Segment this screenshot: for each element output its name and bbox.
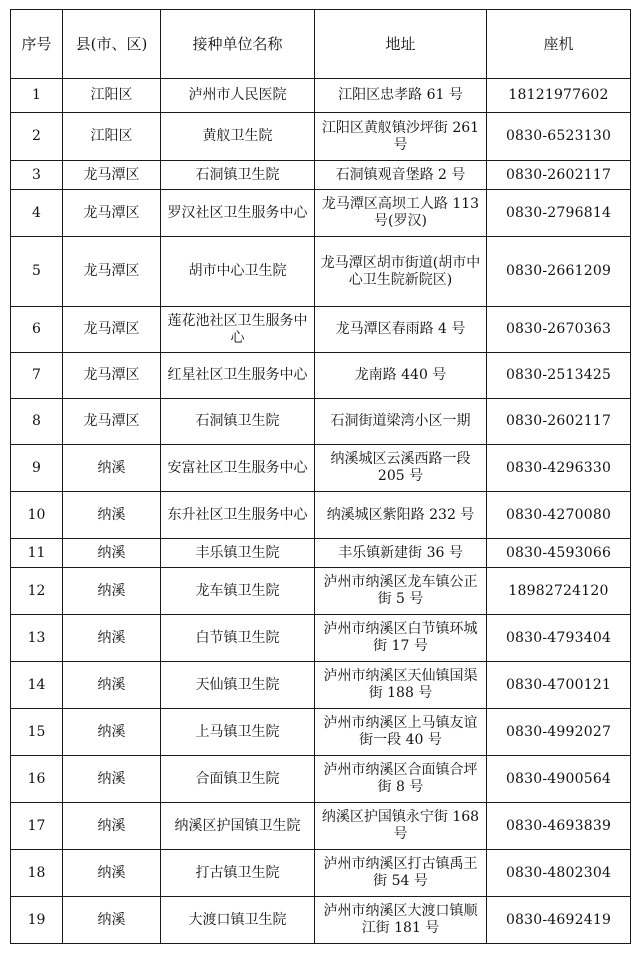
row-address: 纳溪城区紫阳路 232 号 <box>315 492 487 539</box>
row-no: 19 <box>11 897 63 944</box>
row-no: 2 <box>11 113 63 161</box>
row-no: 17 <box>11 803 63 850</box>
row-county: 江阳区 <box>63 113 161 161</box>
row-address: 泸州市纳溪区天仙镇国渠街 188 号 <box>315 662 487 709</box>
row-unit-name: 罗汉社区卫生服务中心 <box>161 190 315 237</box>
row-phone: 0830-2602117 <box>487 399 631 445</box>
row-address: 泸州市纳溪区大渡口镇顺江街 181 号 <box>315 897 487 944</box>
row-unit-name: 石洞镇卫生院 <box>161 399 315 445</box>
row-unit-name: 大渡口镇卫生院 <box>161 897 315 944</box>
row-unit-name: 合面镇卫生院 <box>161 756 315 803</box>
row-phone: 0830-4992027 <box>487 709 631 756</box>
row-phone: 0830-4802304 <box>487 850 631 897</box>
row-unit-name: 石洞镇卫生院 <box>161 161 315 190</box>
row-unit-name: 黄舣卫生院 <box>161 113 315 161</box>
header-row <box>11 10 631 79</box>
row-phone: 0830-4900564 <box>487 756 631 803</box>
table-row <box>11 307 631 353</box>
row-county: 江阳区 <box>63 79 161 113</box>
row-county: 纳溪 <box>63 445 161 492</box>
row-unit-name: 泸州市人民医院 <box>161 79 315 113</box>
table-row <box>11 568 631 615</box>
row-unit-name: 东升社区卫生服务中心 <box>161 492 315 539</box>
row-address: 龙南路 440 号 <box>315 353 487 399</box>
row-no: 11 <box>11 539 63 568</box>
header-county: 县(市、区) <box>63 10 161 79</box>
row-county: 纳溪 <box>63 709 161 756</box>
row-county: 纳溪 <box>63 615 161 662</box>
table-row <box>11 161 631 190</box>
row-county: 龙马潭区 <box>63 353 161 399</box>
table-row <box>11 803 631 850</box>
row-county: 纳溪 <box>63 662 161 709</box>
row-phone: 0830-2513425 <box>487 353 631 399</box>
table-row <box>11 190 631 237</box>
row-county: 龙马潭区 <box>63 399 161 445</box>
row-no: 4 <box>11 190 63 237</box>
row-phone: 0830-4593066 <box>487 539 631 568</box>
row-no: 12 <box>11 568 63 615</box>
row-unit-name: 纳溪区护国镇卫生院 <box>161 803 315 850</box>
row-address: 纳溪区护国镇永宁街 168 号 <box>315 803 487 850</box>
row-address: 丰乐镇新建街 36 号 <box>315 539 487 568</box>
header-unit: 接种单位名称 <box>161 10 315 79</box>
row-phone: 0830-4793404 <box>487 615 631 662</box>
table-row <box>11 709 631 756</box>
row-address: 龙马潭区胡市街道(胡市中心卫生院新院区) <box>315 237 487 307</box>
row-phone: 0830-4693839 <box>487 803 631 850</box>
row-phone: 0830-4700121 <box>487 662 631 709</box>
row-phone: 0830-2796814 <box>487 190 631 237</box>
row-county: 纳溪 <box>63 803 161 850</box>
row-address: 石洞镇观音堡路 2 号 <box>315 161 487 190</box>
row-phone: 0830-2602117 <box>487 161 631 190</box>
row-address: 泸州市纳溪区龙车镇公正街 5 号 <box>315 568 487 615</box>
table-row <box>11 662 631 709</box>
row-no: 1 <box>11 79 63 113</box>
row-county: 纳溪 <box>63 897 161 944</box>
table-row <box>11 237 631 307</box>
row-unit-name: 莲花池社区卫生服务中心 <box>161 307 315 353</box>
row-phone: 0830-2661209 <box>487 237 631 307</box>
row-county: 纳溪 <box>63 850 161 897</box>
row-unit-name: 丰乐镇卫生院 <box>161 539 315 568</box>
row-no: 3 <box>11 161 63 190</box>
row-unit-name: 打古镇卫生院 <box>161 850 315 897</box>
row-county: 纳溪 <box>63 756 161 803</box>
row-county: 龙马潭区 <box>63 190 161 237</box>
row-county: 纳溪 <box>63 568 161 615</box>
row-county: 纳溪 <box>63 492 161 539</box>
row-phone: 18121977602 <box>487 79 631 113</box>
row-phone: 0830-4270080 <box>487 492 631 539</box>
row-no: 7 <box>11 353 63 399</box>
row-phone: 0830-2670363 <box>487 307 631 353</box>
row-address: 纳溪城区云溪西路一段 205 号 <box>315 445 487 492</box>
table-body <box>11 79 631 944</box>
row-phone: 0830-6523130 <box>487 113 631 161</box>
header-no: 序号 <box>11 10 63 79</box>
row-no: 13 <box>11 615 63 662</box>
row-unit-name: 上马镇卫生院 <box>161 709 315 756</box>
row-unit-name: 红星社区卫生服务中心 <box>161 353 315 399</box>
table-row <box>11 399 631 445</box>
row-unit-name: 白节镇卫生院 <box>161 615 315 662</box>
header-phone: 座机 <box>487 10 631 79</box>
row-no: 10 <box>11 492 63 539</box>
table-row <box>11 445 631 492</box>
row-no: 18 <box>11 850 63 897</box>
row-address: 泸州市纳溪区白节镇环城街 17 号 <box>315 615 487 662</box>
table-row <box>11 850 631 897</box>
row-no: 16 <box>11 756 63 803</box>
table-row <box>11 756 631 803</box>
row-no: 8 <box>11 399 63 445</box>
row-phone: 18982724120 <box>487 568 631 615</box>
table-row <box>11 492 631 539</box>
row-address: 石洞街道梁湾小区一期 <box>315 399 487 445</box>
row-no: 5 <box>11 237 63 307</box>
row-phone: 0830-4296330 <box>487 445 631 492</box>
row-address: 泸州市纳溪区打古镇禹王街 54 号 <box>315 850 487 897</box>
row-address: 龙马潭区高坝工人路 113 号(罗汉) <box>315 190 487 237</box>
row-address: 江阳区黄舣镇沙坪街 261 号 <box>315 113 487 161</box>
row-phone: 0830-4692419 <box>487 897 631 944</box>
row-address: 江阳区忠孝路 61 号 <box>315 79 487 113</box>
row-address: 泸州市纳溪区合面镇合坪街 8 号 <box>315 756 487 803</box>
row-unit-name: 龙车镇卫生院 <box>161 568 315 615</box>
row-unit-name: 胡市中心卫生院 <box>161 237 315 307</box>
table-row <box>11 615 631 662</box>
table-row <box>11 353 631 399</box>
row-no: 6 <box>11 307 63 353</box>
row-unit-name: 安富社区卫生服务中心 <box>161 445 315 492</box>
table-row <box>11 79 631 113</box>
header-address: 地址 <box>315 10 487 79</box>
row-no: 14 <box>11 662 63 709</box>
vaccination-sites-table <box>10 9 631 944</box>
row-unit-name: 天仙镇卫生院 <box>161 662 315 709</box>
row-county: 龙马潭区 <box>63 237 161 307</box>
table-row <box>11 113 631 161</box>
row-address: 龙马潭区春雨路 4 号 <box>315 307 487 353</box>
row-county: 龙马潭区 <box>63 307 161 353</box>
row-county: 龙马潭区 <box>63 161 161 190</box>
row-no: 15 <box>11 709 63 756</box>
row-county: 纳溪 <box>63 539 161 568</box>
row-address: 泸州市纳溪区上马镇友谊街一段 40 号 <box>315 709 487 756</box>
table-row <box>11 539 631 568</box>
table-row <box>11 897 631 944</box>
row-no: 9 <box>11 445 63 492</box>
